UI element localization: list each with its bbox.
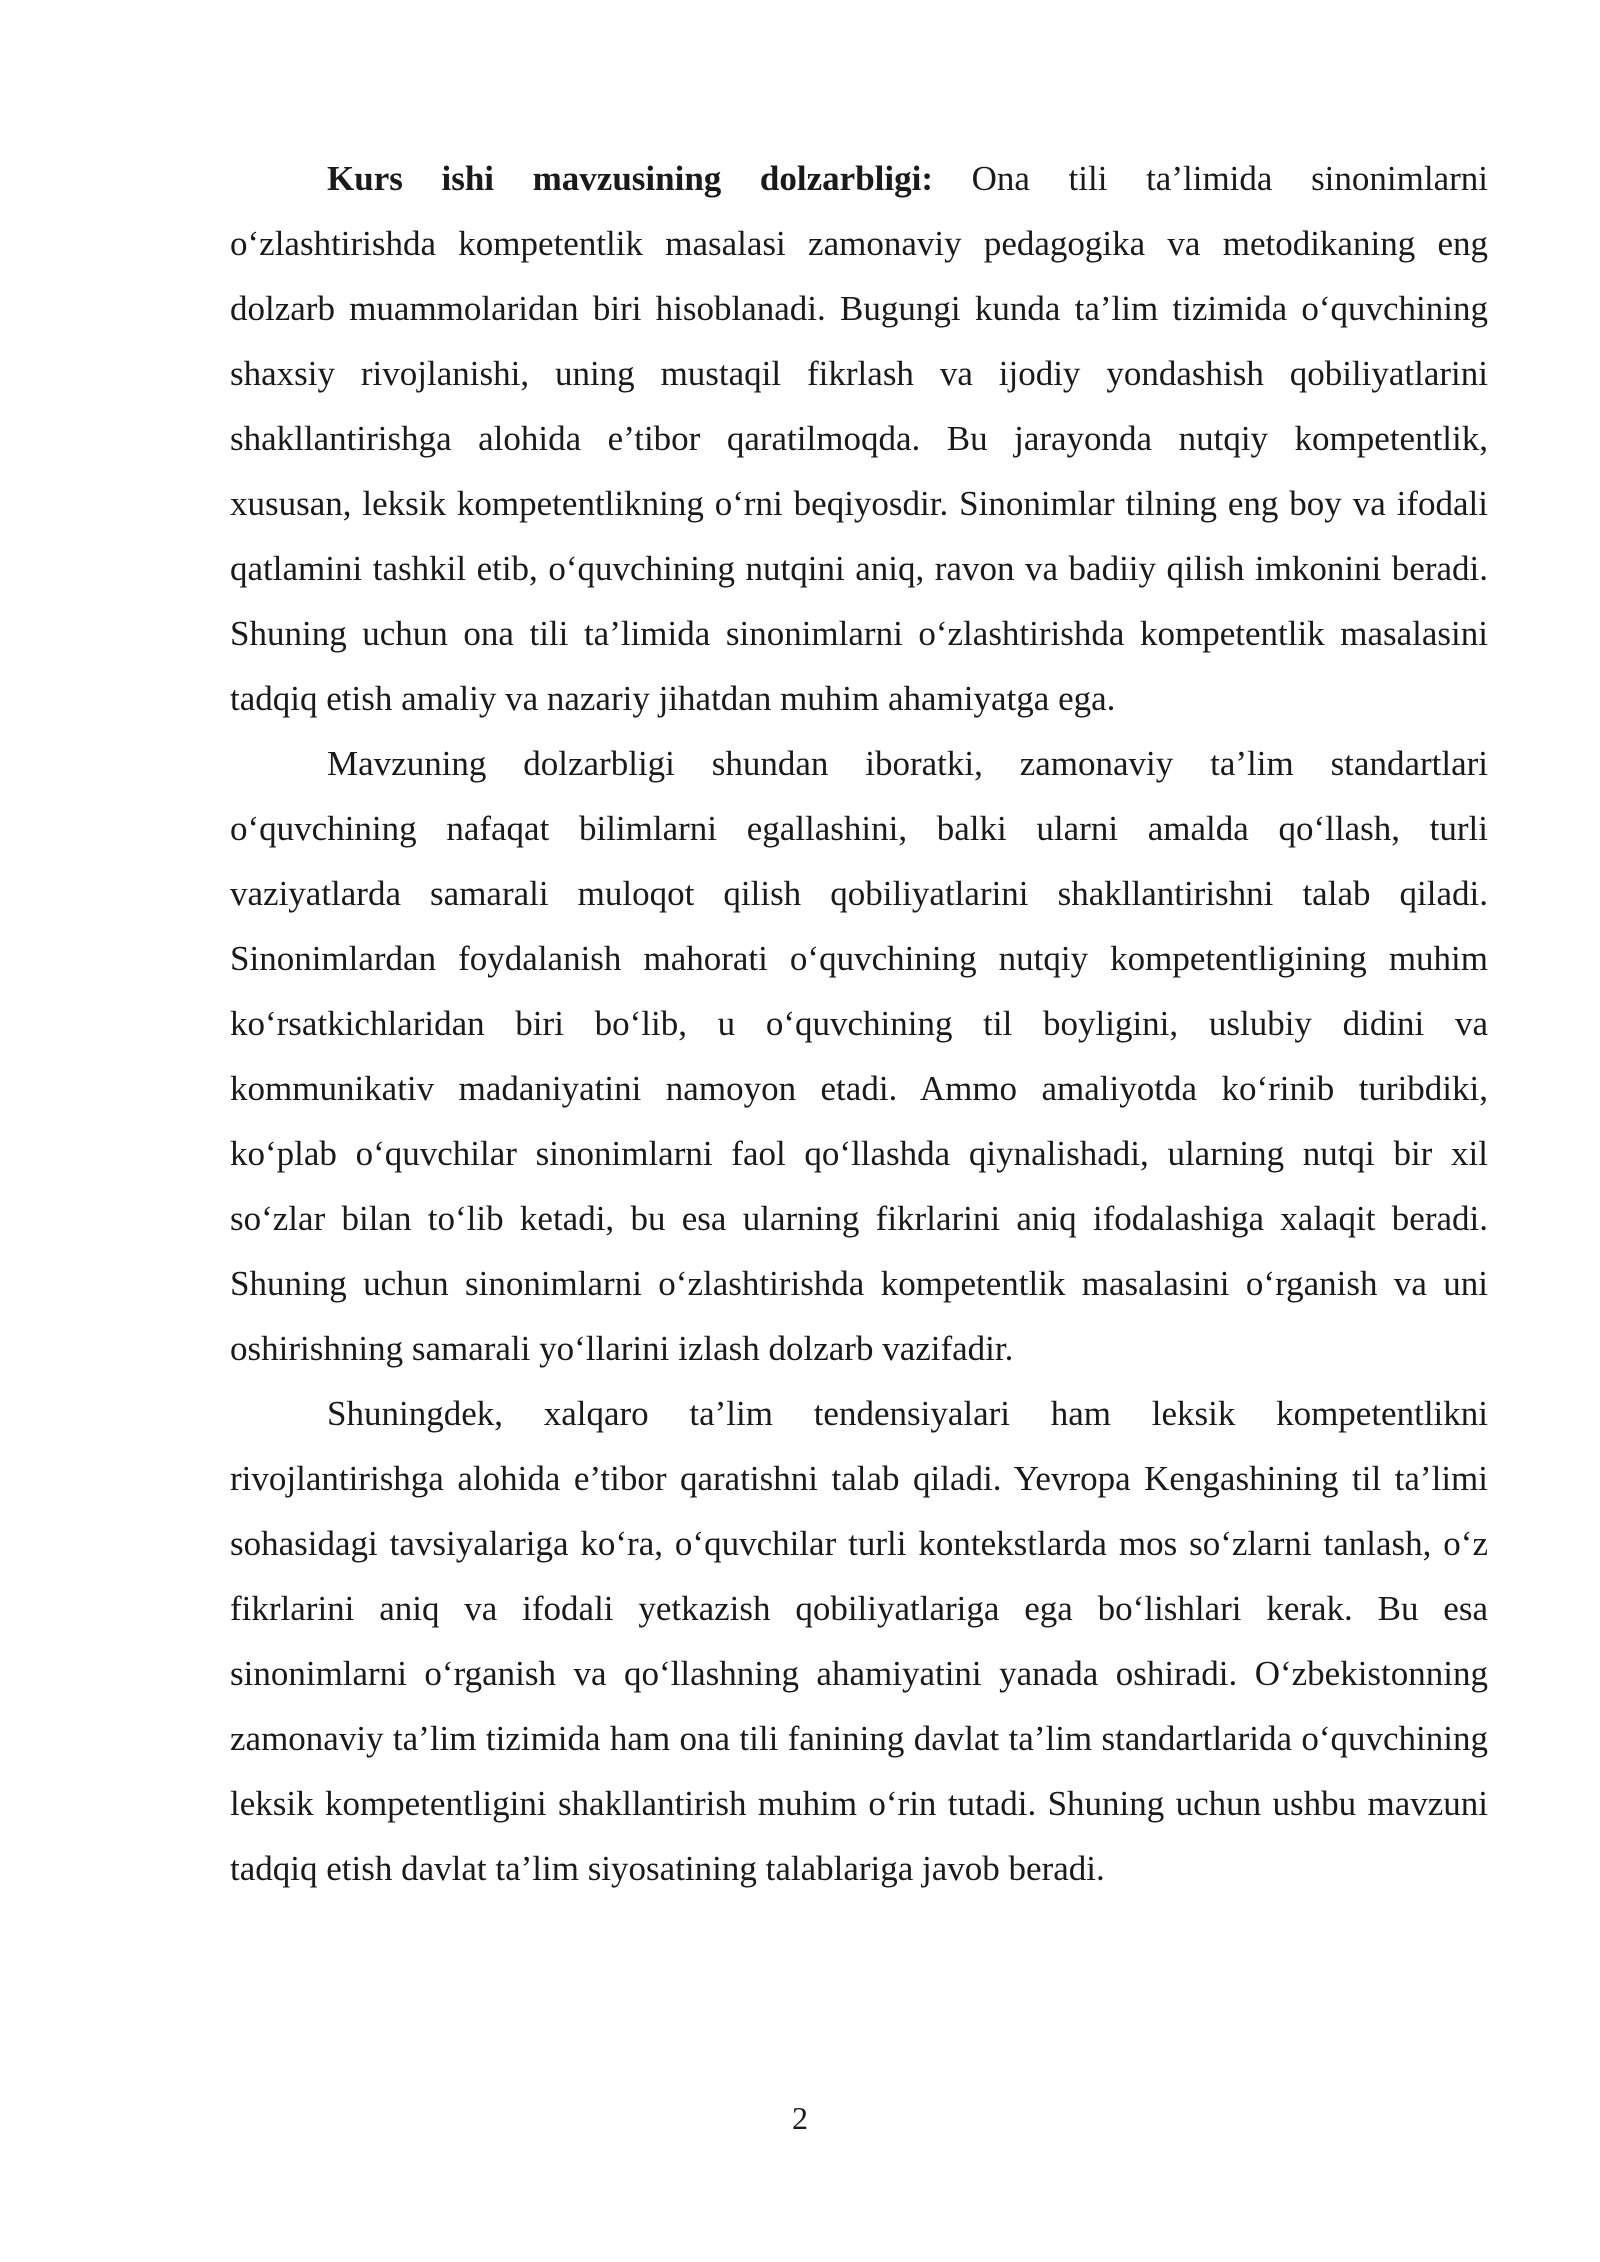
body-text (230, 146, 1488, 1901)
paragraph-international-trends (230, 1381, 1488, 1901)
paragraph-text: Shuningdek, xalqaro ta’lim tendensiyalari ham leksik kompetentlikni rivojlantirishga alohida e’tibor qaratishni talab qiladi. Yevropa Kengashining til ta’limi sohasidagi tavsiyalariga ko‘ra, o‘quvchilar turli kontekstlarda mos so‘zlarni tanlash, o‘z fikrlarini aniq va ifodali yetkazish qobiliyatlariga ega bo‘lishlari kerak. Bu esa sinonimlarni o‘rganish va qo‘llashning ahamiyatini yanada oshiradi. O‘zbekistonning zamonaviy ta’lim tizimida ham ona tili fanining davlat ta’lim standartlarida o‘quvchining leksik kompetentligini shakllantirish muhim o‘rin tutadi. Shuning uchun ushbu mavzuni tadqiq etish davlat ta’lim siyosatining talablariga javob beradi. (230, 1394, 1488, 1888)
paragraph-relevance-details (230, 731, 1488, 1381)
paragraph-lead-heading: Kurs ishi mavzusining dolzarbligi: (327, 159, 933, 198)
page-number: 2 (792, 2100, 808, 2136)
paragraph-text: Ona tili ta’limida sinonimlarni o‘zlashtirishda kompetentlik masalasi zamonaviy pedagogika va metodikaning eng dolzarb muammolaridan biri hisoblanadi. Bugungi kunda ta’lim tizimida o‘quvchining shaxsiy rivojlanishi, uning mustaqil fikrlash va ijodiy yondashish qobiliyatlarini shakllantirishga alohida e’tibor qaratilmoqda. Bu jarayonda nutqiy kompetentlik, xususan, leksik kompetentlikning o‘rni beqiyosdir. Sinonimlar tilning eng boy va ifodali qatlamini tashkil etib, o‘quvchining nutqini aniq, ravon va badiiy qilish imkonini beradi. Shuning uchun ona tili ta’limida sinonimlarni o‘zlashtirishda kompetentlik masalasini tadqiq etish amaliy va nazariy jihatdan muhim ahamiyatga ega. (230, 159, 1488, 718)
paragraph-relevance-intro (230, 146, 1488, 731)
paragraph-text: Mavzuning dolzarbligi shundan iboratki, zamonaviy ta’lim standartlari o‘quvchining nafaqat bilimlarni egallashini, balki ularni amalda qo‘llash, turli vaziyatlarda samarali muloqot qilish qobiliyatlarini shakllantirishni talab qiladi. Sinonimlardan foydalanish mahorati o‘quvchining nutqiy kompetentligining muhim ko‘rsatkichlaridan biri bo‘lib, u o‘quvchining til boyligini, uslubiy didini va kommunikativ madaniyatini namoyon etadi. Ammo amaliyotda ko‘rinib turibdiki, ko‘plab o‘quvchilar sinonimlarni faol qo‘llashda qiynalishadi, ularning nutqi bir xil so‘zlar bilan to‘lib ketadi, bu esa ularning fikrlarini aniq ifodalashiga xalaqit beradi. Shuning uchun sinonimlarni o‘zlashtirishda kompetentlik masalasini o‘rganish va uni oshirishning samarali yo‘llarini izlash dolzarb vazifadir. (230, 744, 1488, 1368)
